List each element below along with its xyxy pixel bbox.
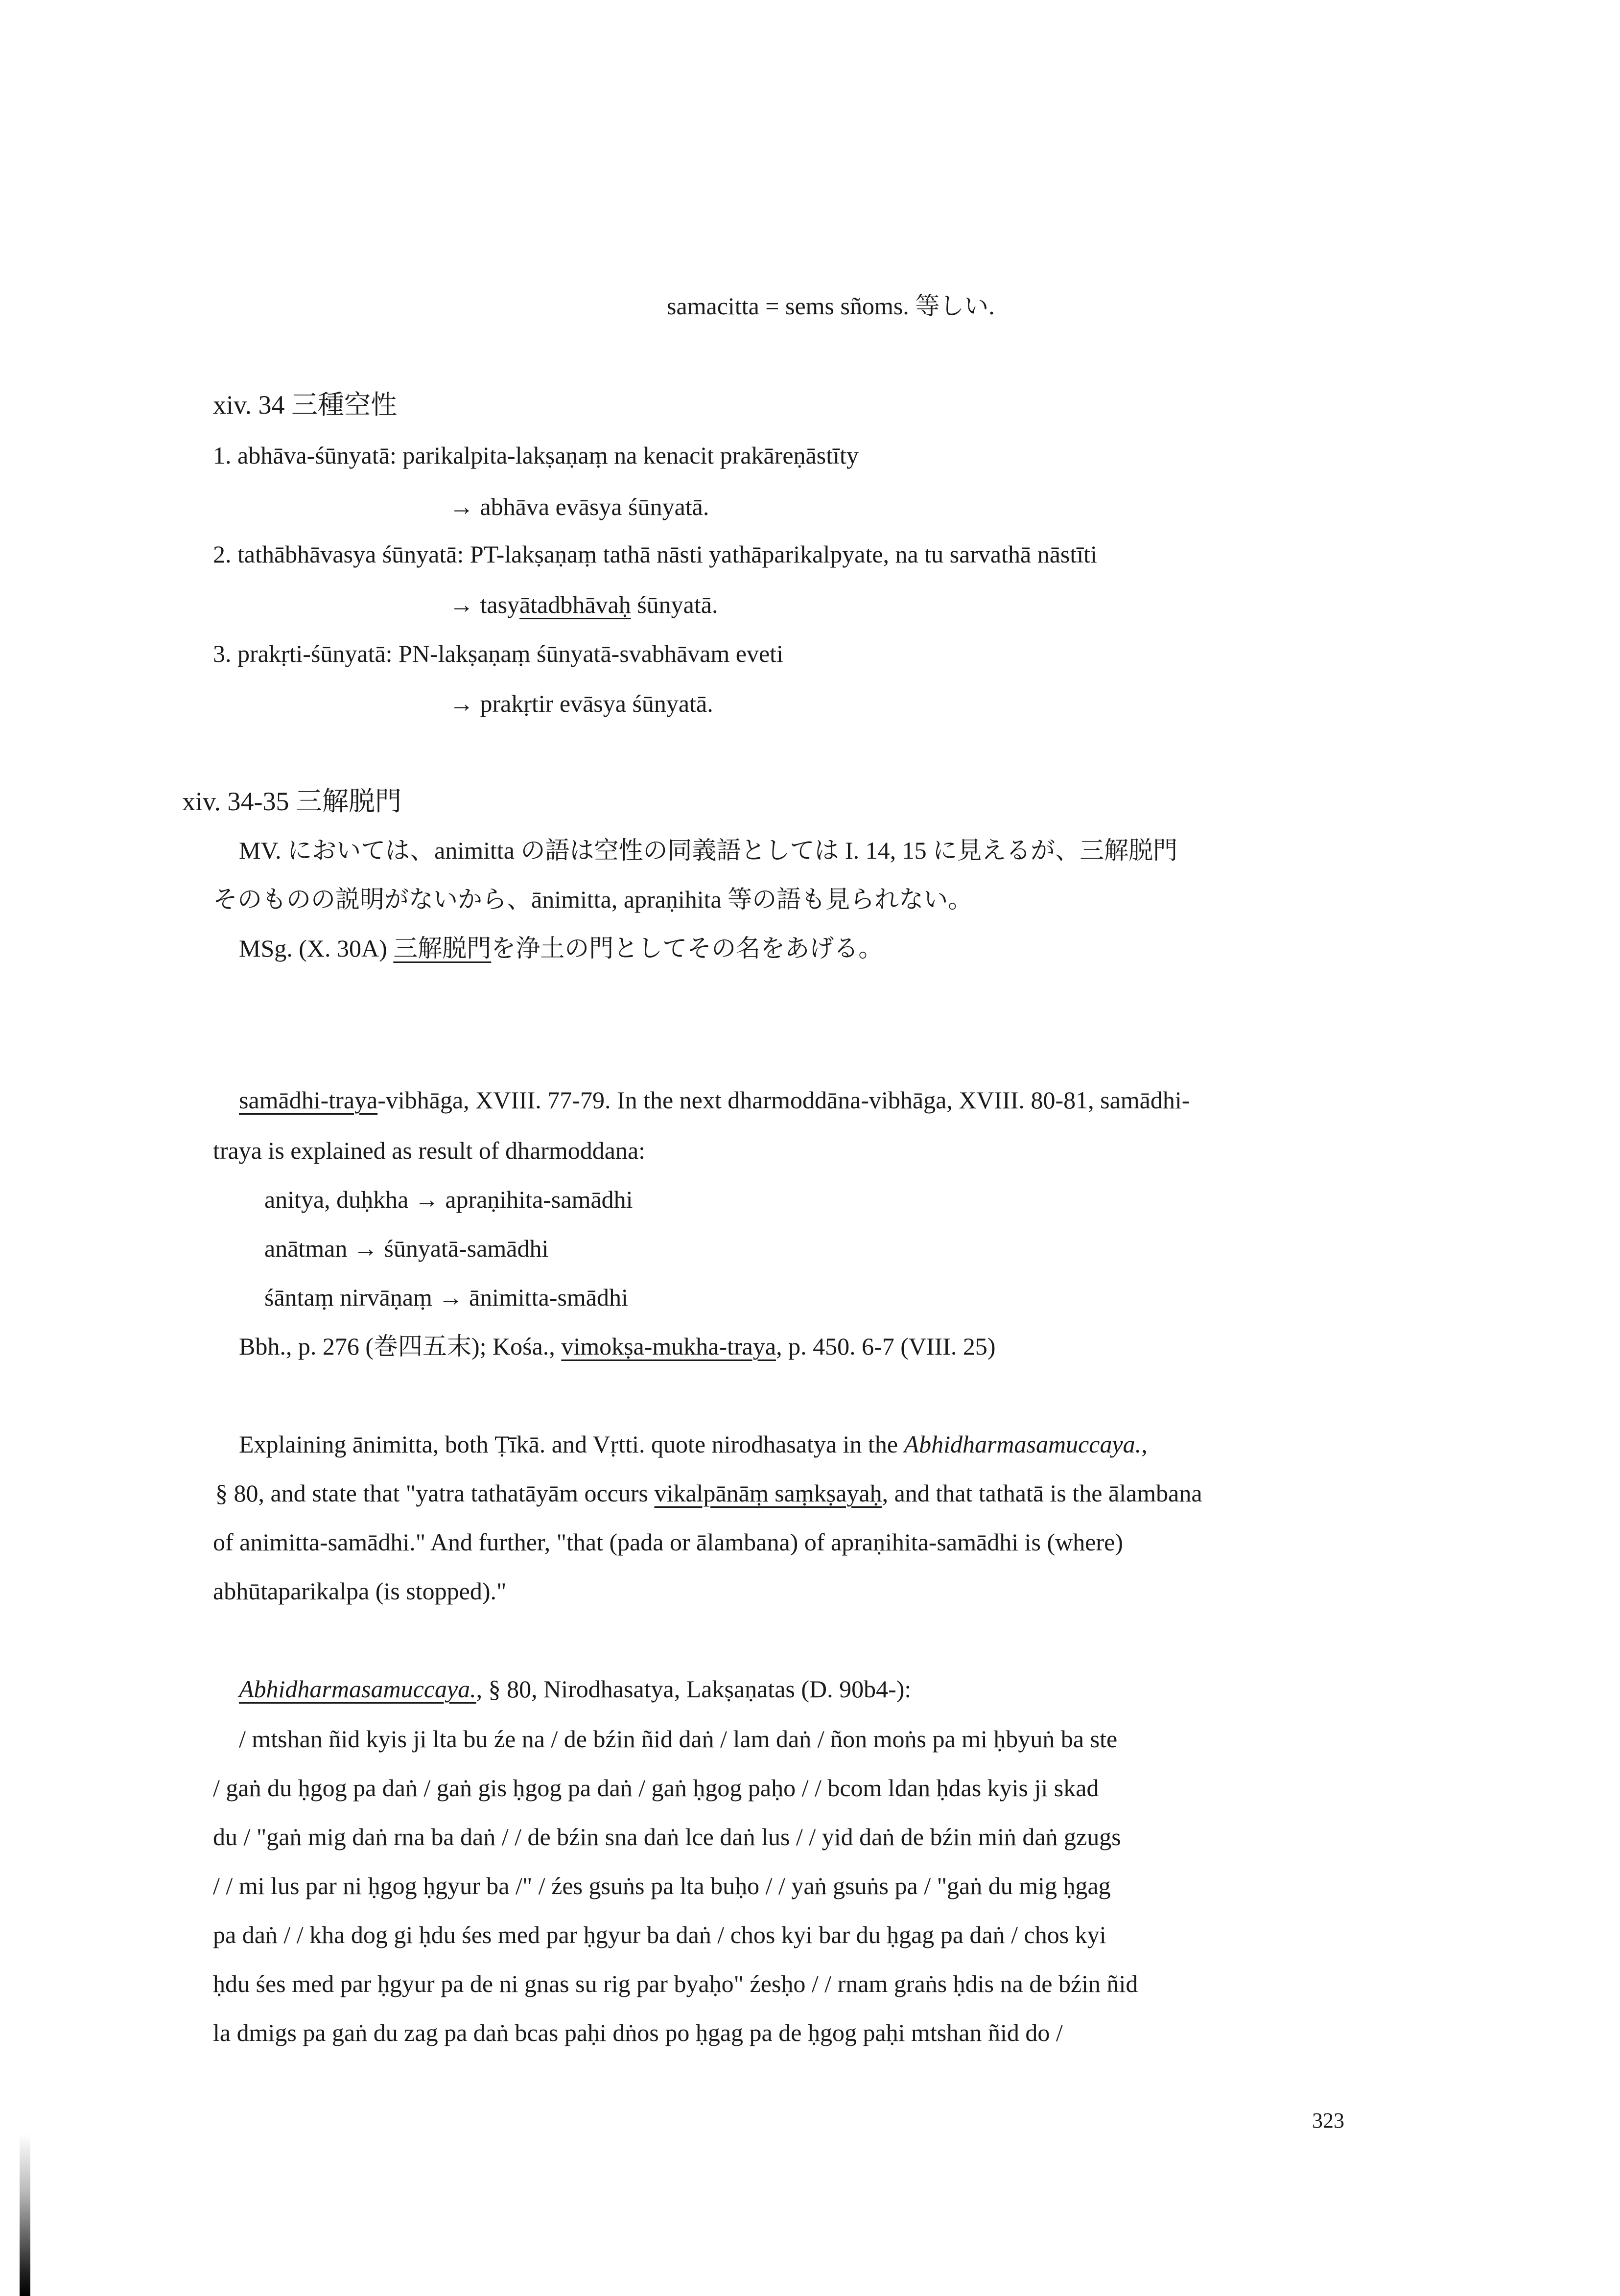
underlined-term: 三解脱門 xyxy=(393,935,492,962)
section-heading: xiv. 34 三種空性 xyxy=(213,390,397,420)
tibetan-line: / gaṅ du ḥgog pa daṅ / gaṅ gis ḥgog pa daṅ / gaṅ ḥgog paḥo / / bcom ldan ḥdas kyis ji skad xyxy=(213,1774,1099,1802)
page-number: 323 xyxy=(1312,2109,1344,2132)
paragraph-line: そのものの説明がないから、ānimitta, apraṇihita 等の語も見られない。 xyxy=(213,886,973,913)
tibetan-line: du / "gaṅ mig daṅ rna ba daṅ / / de bźin sna daṅ lce daṅ lus / / yid daṅ de bźin miṅ daṅ gzugs xyxy=(213,1823,1121,1851)
tibetan-line: / mtshan ñid kyis ji lta bu źe na / de bźin ñid daṅ / lam daṅ / ñon moṅs pa mi ḥbyuṅ ba ste xyxy=(239,1725,1118,1753)
underlined-term: ātadbhāvaḥ xyxy=(519,591,631,618)
section-heading: xiv. 34-35 三解脱門 xyxy=(182,787,401,816)
paragraph-line: of animitta-samādhi." And further, "that (pada or ālambana) of apraṇihita-samādhi is (where) xyxy=(213,1528,1123,1556)
tibetan-line: pa daṅ / / kha dog gi ḥdu śes med par ḥgyur ba daṅ / chos kyi bar du ḥgag pa daṅ / chos kyi xyxy=(213,1921,1106,1948)
underlined-term: samādhi-traya xyxy=(239,1086,378,1114)
top-line: samacitta = sems sñoms. 等しい. xyxy=(667,292,995,320)
italic-title: Abhidharmasamuccaya. xyxy=(904,1430,1142,1458)
paragraph-line: MV. においては、animitta の語は空性の同義語としては I. 14, 15 に見えるが、三解脱門 xyxy=(239,837,1178,864)
mapping-line: anātman → śūnyatā-samādhi xyxy=(264,1235,549,1262)
tibetan-line: / / mi lus par ni ḥgog ḥgyur ba /" / źes gsuṅs pa lta buḥo / / yaṅ gsuṅs pa / "gaṅ du mig ḥgag xyxy=(213,1872,1111,1899)
scan-edge-mark xyxy=(20,2134,30,2296)
list-item: 2. tathābhāvasya śūnyatā: PT-lakṣaṇaṃ tathā nāsti yathāparikalpyate, na tu sarvathā nāstīti xyxy=(213,540,1097,568)
paragraph-line: traya is explained as result of dharmoddana: xyxy=(213,1137,646,1164)
paragraph-line: MSg. (X. 30A) 三解脱門を浄土の門としてその名をあげる。 xyxy=(239,935,883,962)
list-item: 3. prakṛti-śūnyatā: PN-lakṣaṇaṃ śūnyatā-svabhāvam eveti xyxy=(213,640,783,667)
list-item: 1. abhāva-śūnyatā: parikalpita-lakṣaṇaṃ na kenacit prakāreṇāstīty xyxy=(213,442,859,469)
tibetan-line: la dmigs pa gaṅ du zag pa daṅ bcas paḥi dṅos po ḥgag pa de ḥgog paḥi mtshan ñid do / xyxy=(213,2019,1063,2046)
underlined-term: vikalpānāṃ saṃkṣayaḥ xyxy=(654,1479,882,1507)
paragraph-line: § 80, and state that "yatra tathatāyām occurs vikalpānāṃ saṃkṣayaḥ, and that tathatā is the ālambana xyxy=(215,1479,1202,1507)
paragraph-line: Explaining ānimitta, both Ṭīkā. and Vṛtti. quote nirodhasatya in the Abhidharmasamuccaya., xyxy=(239,1430,1148,1458)
citation-heading: Abhidharmasamuccaya., § 80, Nirodhasatya, Lakṣaṇatas (D. 90b4-): xyxy=(239,1675,912,1703)
paragraph-line: samādhi-traya-vibhāga, XVIII. 77-79. In the next dharmoddāna-vibhāga, XVIII. 80-81, samādhi- xyxy=(239,1086,1190,1114)
underlined-term: vimokṣa-mukha-traya xyxy=(561,1333,776,1360)
list-item-arrow: → abhāva evāsya śūnyatā. xyxy=(449,493,709,520)
list-item-arrow: → prakṛtir evāsya śūnyatā. xyxy=(449,690,713,717)
paragraph-line: abhūtaparikalpa (is stopped)." xyxy=(213,1577,507,1605)
mapping-line: śāntaṃ nirvāṇaṃ → ānimitta-smādhi xyxy=(264,1284,628,1311)
italic-title: Abhidharmasamuccaya. xyxy=(239,1675,476,1703)
reference-line: Bbh., p. 276 (巻四五末); Kośa., vimokṣa-mukha-traya, p. 450. 6-7 (VIII. 25) xyxy=(239,1333,996,1360)
tibetan-line: ḥdu śes med par ḥgyur pa de ni gnas su rig par byaḥo" źesḥo / / rnam graṅs ḥdis na de bźin ñid xyxy=(213,1970,1138,1997)
list-item-arrow: → tasyātadbhāvaḥ śūnyatā. xyxy=(449,591,718,618)
mapping-line: anitya, duḥkha → apraṇihita-samādhi xyxy=(264,1186,633,1213)
